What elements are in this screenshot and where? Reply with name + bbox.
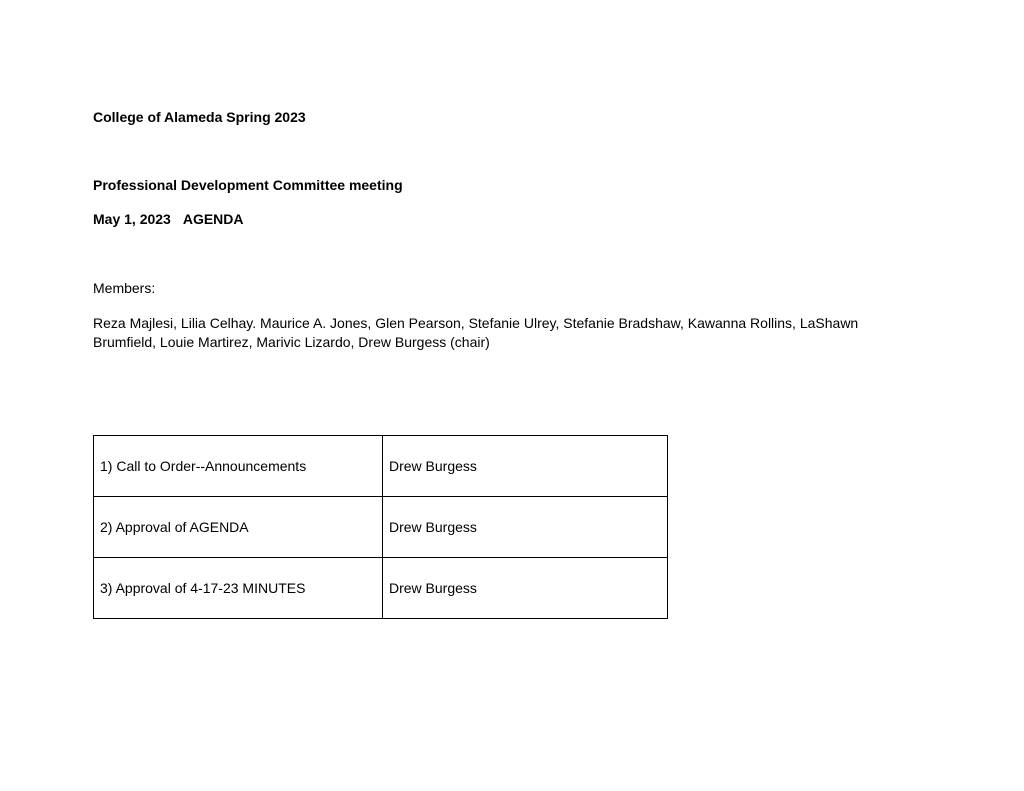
table-row: [94, 436, 668, 497]
meeting-date: May 1, 2023: [93, 211, 171, 227]
members-list: Reza Majlesi, Lilia Celhay. Maurice A. Jones, Glen Pearson, Stefanie Ulrey, Stefanie Bradshaw, Kawanna Rollins, LaShawn Brumfield, Louie Martirez, Marivic Lizardo, Drew Burgess (chair): [93, 315, 859, 350]
document-type: AGENDA: [182, 211, 244, 227]
agenda-table: [93, 435, 668, 619]
agenda-presenter: Drew Burgess: [383, 558, 668, 619]
table-row: [94, 497, 668, 558]
agenda-presenter: Drew Burgess: [383, 497, 668, 558]
agenda-presenter: Drew Burgess: [383, 436, 668, 497]
agenda-item: 3) Approval of 4-17-23 MINUTES: [94, 558, 383, 619]
meeting-name: Professional Development Committee meeting: [93, 177, 403, 193]
agenda-item: 1) Call to Order--Announcements: [94, 436, 383, 497]
table-row: [94, 558, 668, 619]
meeting-date-line: [93, 210, 244, 228]
document-title: College of Alameda Spring 2023: [93, 109, 306, 125]
members-label: Members:: [93, 280, 156, 296]
agenda-item: 2) Approval of AGENDA: [94, 497, 383, 558]
